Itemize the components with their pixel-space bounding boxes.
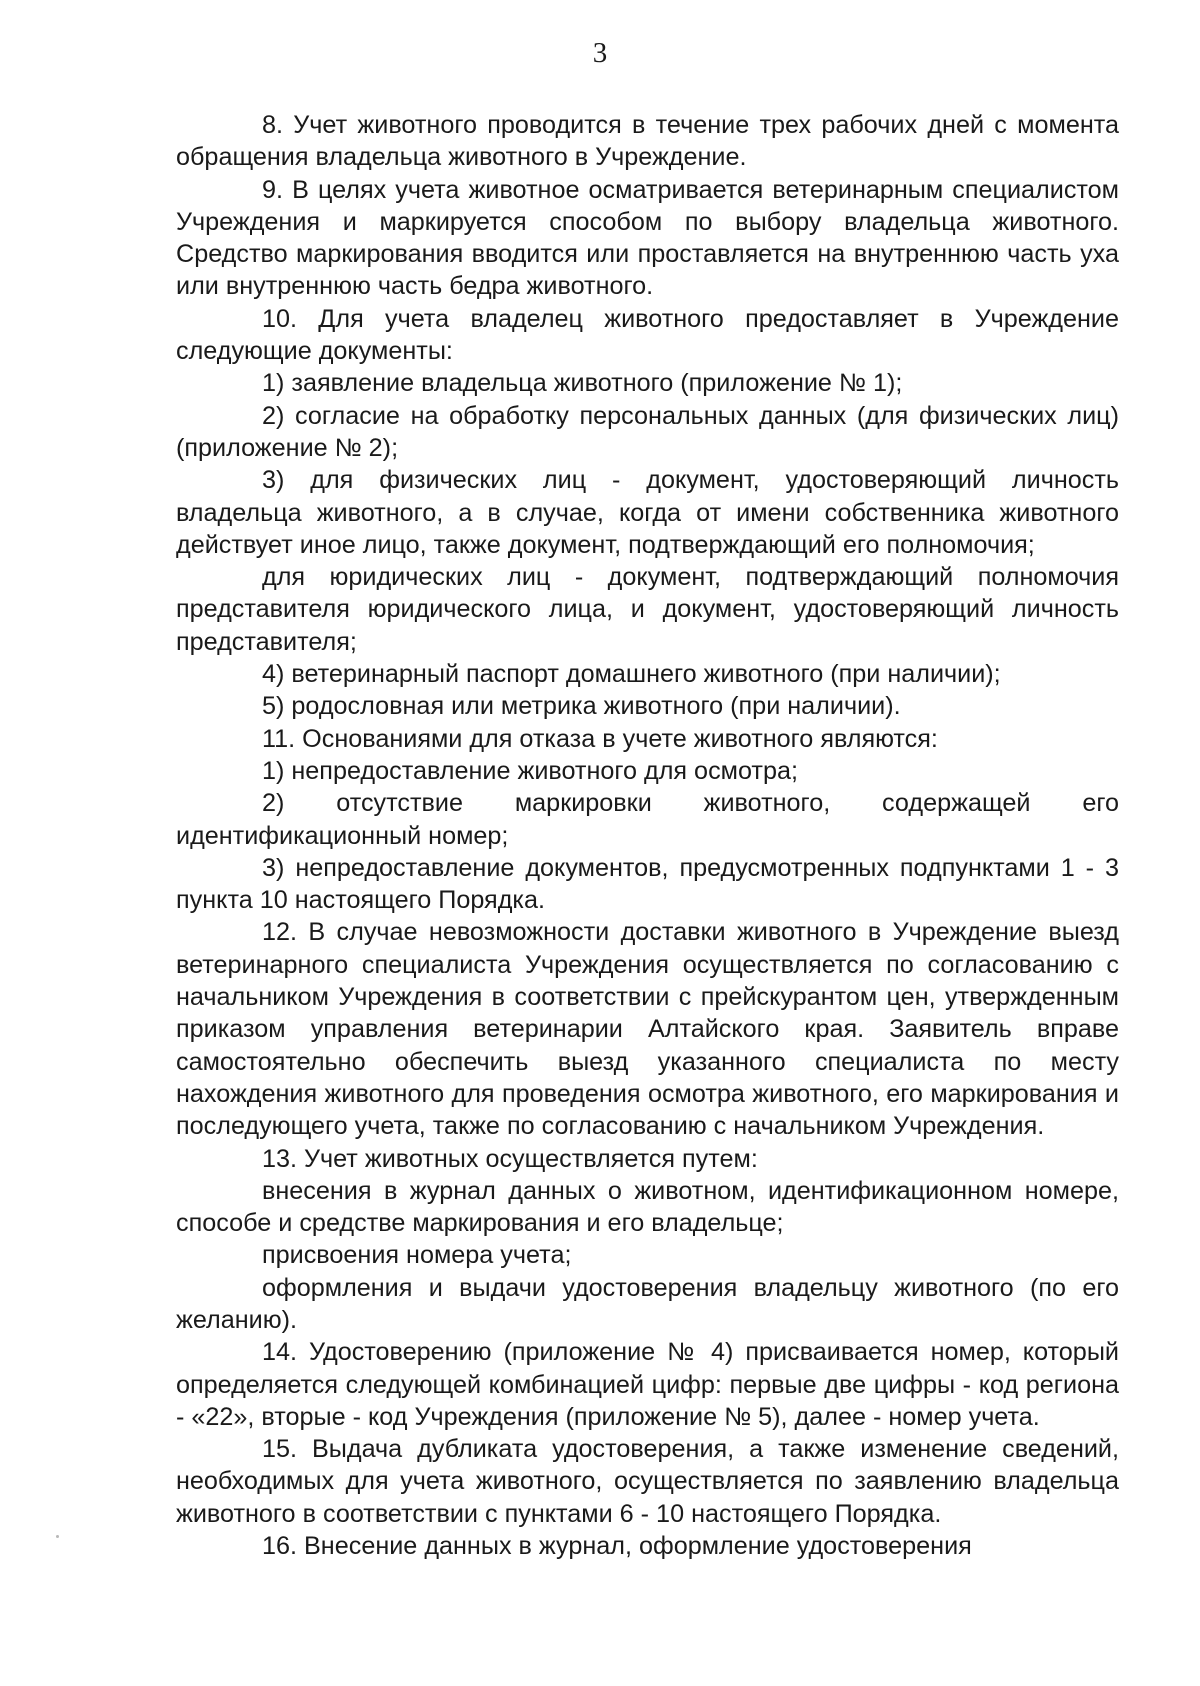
list-item-13-b: присвоения номера учета; bbox=[262, 1241, 572, 1270]
list-item-10-3-legal: для юридических лиц - документ, подтверждающий полномочия представителя юридического лица, и документ, удостоверяющий личность представителя; bbox=[176, 563, 1119, 656]
list-item-10-3: 3) для физических лиц - документ, удостоверяющий личность владельца животного, а в случае, когда от имени собственника животного действует иное лицо, также документ, подтверждающий его полномочия; bbox=[176, 466, 1119, 559]
scan-artifact-dot bbox=[56, 1535, 59, 1538]
list-item-10-1: 1) заявление владельца животного (приложение № 1); bbox=[262, 369, 903, 398]
paragraph-9: 9. В целях учета животное осматривается ветеринарным специалистом Учреждения и маркируется способом по выбору владельца животного. Средство маркирования вводится или проставляется на внутреннюю часть уха или внутреннюю часть бедра животного. bbox=[176, 175, 1119, 301]
list-item-13-c: оформления и выдачи удостоверения владельцу животного (по его желанию). bbox=[176, 1273, 1119, 1334]
paragraph-16: 16. Внесение данных в журнал, оформление удостоверения bbox=[262, 1532, 972, 1561]
paragraph-13: 13. Учет животных осуществляется путем: bbox=[262, 1144, 758, 1173]
page-number: 3 bbox=[592, 37, 608, 69]
paragraph-10: 10. Для учета владелец животного предоставляет в Учреждение следующие документы: bbox=[176, 304, 1119, 366]
list-item-11-3: 3) непредоставление документов, предусмотренных подпунктами 1 - 3 пункта 10 настоящего Порядка. bbox=[176, 853, 1119, 915]
paragraph-15: 15. Выдача дубликата удостоверения, а также изменение сведений, необходимых для учета животного, осуществляется по заявлению владельца животного в соответствии с пунктами 6 - 10 настоящего Порядка. bbox=[176, 1435, 1119, 1528]
list-item-10-5: 5) родословная или метрика животного (при наличии). bbox=[262, 692, 901, 721]
paragraph-11: 11. Основаниями для отказа в учете животного являются: bbox=[262, 724, 938, 753]
list-item-11-2: 2) отсутствие маркировки животного, содержащей его идентификационный номер; bbox=[176, 789, 1119, 850]
paragraph-12: 12. В случае невозможности доставки животного в Учреждение выезд ветеринарного специалиста Учреждения осуществляется по согласованию с начальником Учреждения в соответствии с прейскурантом цен, утвержденным приказом управления ветеринарии Алтайского края. Заявитель вправе самостоятельно обеспечить выезд указанного специалиста по месту нахождения животного для проведения осмотра животного, его маркирования и последующего учета, также по согласованию с начальником Учреждения. bbox=[176, 918, 1119, 1141]
paragraph-8: 8. Учет животного проводится в течение трех рабочих дней с момента обращения владельца животного в Учреждение. bbox=[176, 111, 1119, 172]
list-item-11-1: 1) непредоставление животного для осмотра; bbox=[262, 756, 798, 785]
paragraph-14: 14. Удостоверению (приложение № 4) присваивается номер, который определяется следующей комбинацией цифр: первые две цифры - код региона - «22», вторые - код Учреждения (приложение № 5), далее - номер учета. bbox=[176, 1338, 1119, 1431]
list-item-10-4: 4) ветеринарный паспорт домашнего животного (при наличии); bbox=[262, 660, 1001, 689]
list-item-13-a: внесения в журнал данных о животном, идентификационном номере, способе и средстве маркирования и его владельце; bbox=[176, 1176, 1119, 1238]
document-body bbox=[176, 109, 1119, 1562]
list-item-10-2: 2) согласие на обработку персональных данных (для физических лиц) (приложение № 2); bbox=[176, 401, 1119, 462]
